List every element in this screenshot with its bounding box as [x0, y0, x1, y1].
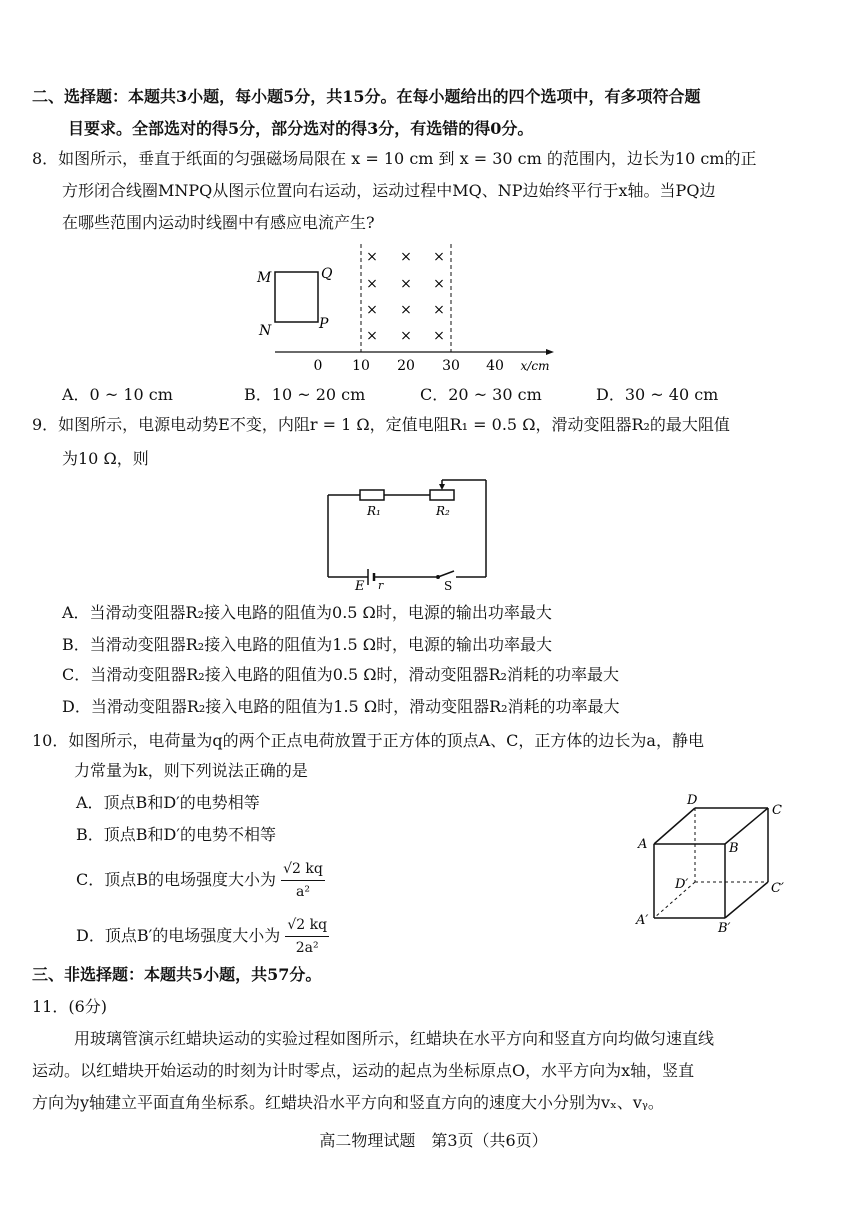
- vertex-d: D: [687, 793, 698, 808]
- field-x: ×: [366, 328, 378, 344]
- vertex-c1: C′: [771, 881, 784, 896]
- switch-s: [438, 571, 454, 577]
- tick-10: 10: [352, 358, 370, 374]
- field-x: ×: [433, 302, 445, 318]
- q9-line2: 为10 Ω，则: [62, 449, 149, 468]
- q10-option-c: [76, 858, 325, 903]
- q9-option-a: A．当滑动变阻器R₂接入电路的阻值为0.5 Ω时，电源的输出功率最大: [62, 603, 552, 622]
- q11-header: 11．(6分): [32, 997, 108, 1016]
- q10-line1: 10．如图所示，电荷量为q的两个正点电荷放置于正方体的顶点A、C，正方体的边长为a，静电: [32, 731, 704, 750]
- q9-option-c: C．当滑动变阻器R₂接入电路的阻值为0.5 Ω时，滑动变阻器R₂消耗的功率最大: [62, 665, 619, 684]
- q10-option-a: A．顶点B和D′的电势相等: [76, 793, 260, 812]
- fraction-denominator: 2a²: [295, 940, 319, 956]
- q8-line3: 在哪些范围内运动时线圈中有感应电流产生?: [62, 213, 375, 232]
- tick-20: 20: [397, 358, 415, 374]
- field-x: ×: [400, 249, 412, 265]
- q8-line2: 方形闭合线圈MNPQ从图示位置向右运动，运动过程中MQ、NP边始终平行于x轴。当PQ边: [62, 181, 716, 200]
- vertex-a1: A′: [636, 913, 649, 928]
- cube-figure: [630, 792, 800, 942]
- field-marks: [366, 249, 445, 344]
- label-r: r: [378, 579, 384, 592]
- q10-option-d-text: D．顶点B′的电场强度大小为: [76, 926, 281, 945]
- q8-line1: 8．如图所示，垂直于纸面的匀强磁场局限在 x = 10 cm 到 x = 30 cm 的范围内，边长为10 cm的正: [32, 149, 757, 168]
- x-axis-arrow: [546, 349, 554, 355]
- field-x: ×: [400, 328, 412, 344]
- fraction-numerator: √2 kq: [285, 914, 329, 937]
- vertex-c: C: [772, 803, 782, 818]
- q8-option-d: D．30 ~ 40 cm: [596, 385, 719, 404]
- q11-line1: 用玻璃管演示红蜡块运动的实验过程如图所示，红蜡块在水平方向和竖直方向均做匀速直线: [74, 1029, 715, 1048]
- label-e: E: [355, 579, 365, 594]
- field-x: ×: [400, 276, 412, 292]
- tick-0: 0: [313, 358, 323, 374]
- axis-label: x/cm: [520, 359, 550, 373]
- label-r1: R₁: [367, 504, 381, 518]
- label-Q: Q: [321, 266, 333, 282]
- label-P: P: [319, 316, 329, 332]
- label-N: N: [259, 323, 272, 339]
- q10-option-c-fraction: [281, 858, 325, 903]
- section3-title: 三、非选择题：本题共5小题，共57分。: [32, 965, 322, 984]
- circuit-figure: [318, 474, 498, 594]
- fraction-denominator: a²: [295, 884, 310, 900]
- q10-option-b: B．顶点B和D′的电势不相等: [76, 825, 276, 844]
- tick-40: 40: [486, 358, 504, 374]
- section2-line2: 目要求。全部选对的得5分，部分选对的得3分，有选错的得0分。: [68, 119, 534, 138]
- slider-arrow: [439, 484, 445, 490]
- rheostat-r2: [430, 490, 454, 500]
- q10-option-d: [76, 914, 329, 959]
- q11-line3: 方向为y轴建立平面直角坐标系。红蜡块沿水平方向和竖直方向的速度大小分别为vₓ、vᵧ。: [32, 1093, 664, 1112]
- page-footer: 高二物理试题 第3页（共6页）: [319, 1131, 548, 1150]
- vertex-a: A: [638, 837, 648, 852]
- axis-ticks: [314, 358, 504, 374]
- label-s: S: [444, 579, 453, 593]
- coil-square: [275, 272, 318, 322]
- q10-option-c-text: C．顶点B的电场强度大小为: [76, 870, 277, 889]
- label-M: M: [257, 270, 272, 286]
- q10-line2: 力常量为k，则下列说法正确的是: [74, 761, 308, 780]
- vertex-d1: D′: [675, 877, 689, 892]
- q9-option-d: D．当滑动变阻器R₂接入电路的阻值为1.5 Ω时，滑动变阻器R₂消耗的功率最大: [62, 697, 620, 716]
- q9-option-b: B．当滑动变阻器R₂接入电路的阻值为1.5 Ω时，电源的输出功率最大: [62, 635, 553, 654]
- q8-option-b: B．10 ~ 20 cm: [244, 385, 366, 404]
- vertex-b: B: [729, 841, 739, 856]
- field-x: ×: [433, 328, 445, 344]
- field-x: ×: [366, 276, 378, 292]
- field-x: ×: [366, 249, 378, 265]
- vertex-b1: B′: [718, 921, 731, 936]
- q8-option-c: C．20 ~ 30 cm: [420, 385, 542, 404]
- tick-30: 30: [442, 358, 460, 374]
- field-x: ×: [366, 302, 378, 318]
- q9-line1: 9．如图所示，电源电动势E不变，内阻r = 1 Ω，定值电阻R₁ = 0.5 Ω，滑动变阻器R₂的最大阻值: [32, 415, 730, 434]
- section2-line1: 二、选择题：本题共3小题，每小题5分，共15分。在每小题给出的四个选项中，有多项符合题: [32, 87, 701, 106]
- label-r2: R₂: [436, 504, 450, 518]
- q11-line2: 运动。以红蜡块开始运动的时刻为计时零点，运动的起点为坐标原点O，水平方向为x轴，竖直: [32, 1061, 695, 1080]
- q10-option-d-fraction: [285, 914, 329, 959]
- q8-option-a: A．0 ~ 10 cm: [62, 385, 173, 404]
- magnetic-field-figure: [250, 240, 570, 380]
- field-x: ×: [400, 302, 412, 318]
- field-x: ×: [433, 276, 445, 292]
- resistor-r1: [360, 490, 384, 500]
- fraction-numerator: √2 kq: [281, 858, 325, 881]
- field-x: ×: [433, 249, 445, 265]
